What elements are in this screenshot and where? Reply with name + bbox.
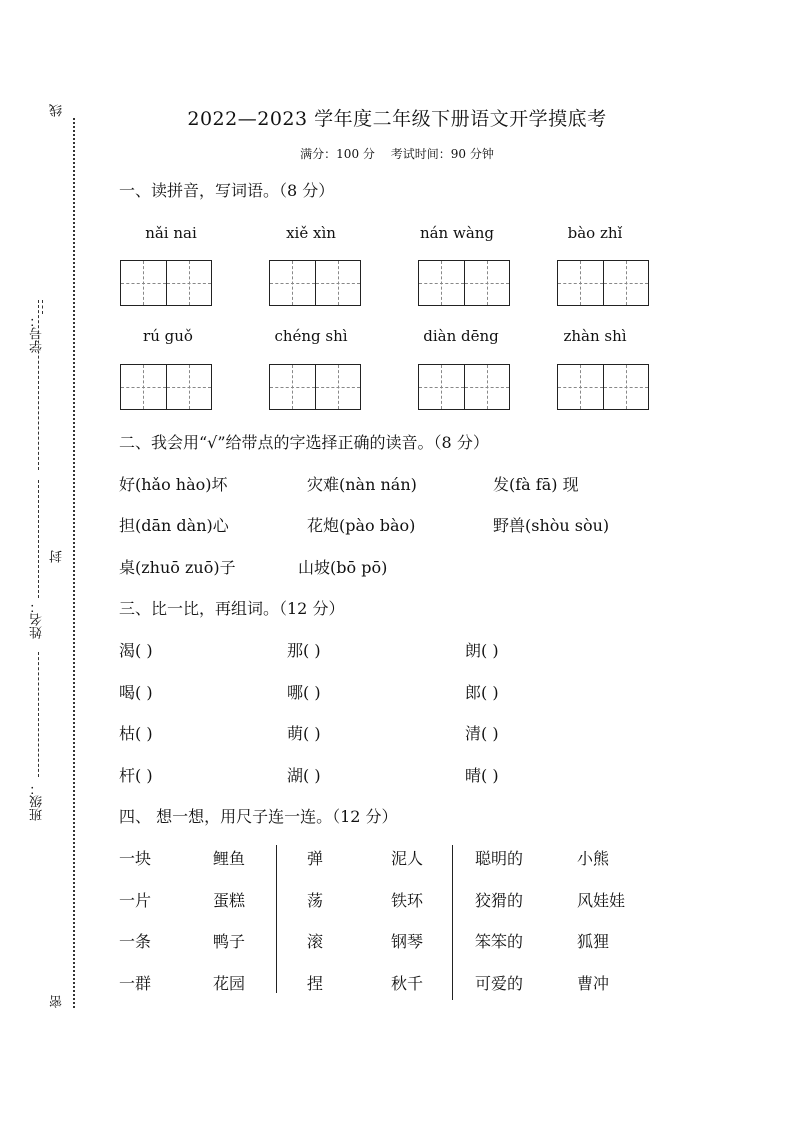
match-object-2[interactable]: 铁环 bbox=[391, 891, 424, 910]
match-noun-3[interactable]: 鸭子 bbox=[213, 932, 246, 951]
match-character-1[interactable]: 小熊 bbox=[577, 849, 610, 868]
section-1-heading: 一、读拼音，写词语。（8 分） bbox=[119, 181, 335, 200]
word-building-12[interactable]: 晴( ) bbox=[465, 766, 499, 785]
pinyin-7: diàn dēng bbox=[423, 327, 499, 345]
pronunciation-item-5[interactable]: 花炮(pào bào) bbox=[307, 516, 416, 535]
writing-grid-5[interactable] bbox=[120, 364, 212, 410]
match-verb-1[interactable]: 弹 bbox=[307, 849, 324, 868]
match-noun-2[interactable]: 蛋糕 bbox=[213, 891, 246, 910]
word-building-6[interactable]: 郎( ) bbox=[465, 683, 499, 702]
exam-info bbox=[0, 145, 794, 162]
match-character-4[interactable]: 曹冲 bbox=[577, 974, 610, 993]
page-title: 2022—2023 学年度二年级下册语文开学摸底考 bbox=[187, 108, 607, 130]
pinyin-5: rú guǒ bbox=[143, 327, 193, 345]
pinyin-2: xiě xìn bbox=[286, 224, 336, 242]
pronunciation-item-6[interactable]: 野兽(shòu sòu) bbox=[493, 516, 610, 535]
word-building-9[interactable]: 清( ) bbox=[465, 724, 499, 743]
writing-grid-7[interactable] bbox=[418, 364, 510, 410]
pinyin-3: nán wàng bbox=[419, 224, 495, 242]
match-adjective-3[interactable]: 笨笨的 bbox=[475, 932, 524, 951]
match-adjective-4[interactable]: 可爱的 bbox=[475, 974, 524, 993]
student-id-label: 学号： bbox=[30, 314, 45, 353]
word-building-5[interactable]: 哪( ) bbox=[287, 683, 321, 702]
pinyin-8: zhàn shì bbox=[563, 327, 627, 345]
match-quantifier-4[interactable]: 一群 bbox=[119, 974, 152, 993]
binding-dotted-line bbox=[73, 118, 75, 1008]
full-score: 满分：100 分 bbox=[300, 147, 375, 161]
pronunciation-item-3[interactable]: 发(fà fā) 现 bbox=[493, 475, 579, 494]
pronunciation-item-4[interactable]: 担(dān dàn)心 bbox=[119, 516, 229, 535]
match-noun-4[interactable]: 花园 bbox=[213, 974, 246, 993]
match-verb-2[interactable]: 荡 bbox=[307, 891, 324, 910]
match-verb-4[interactable]: 捏 bbox=[307, 974, 324, 993]
match-character-3[interactable]: 狐狸 bbox=[577, 932, 610, 951]
student-name-underline bbox=[38, 480, 39, 598]
section-2-heading: 二、我会用“√”给带点的字选择正确的读音。（8 分） bbox=[119, 433, 489, 452]
match-quantifier-2[interactable]: 一片 bbox=[119, 891, 152, 910]
pronunciation-item-2[interactable]: 灾难(nàn nán) bbox=[307, 475, 417, 494]
word-building-4[interactable]: 喝( ) bbox=[119, 683, 153, 702]
word-building-10[interactable]: 杆( ) bbox=[119, 766, 153, 785]
writing-grid-3[interactable] bbox=[418, 260, 510, 306]
pinyin-6: chéng shì bbox=[274, 327, 348, 345]
pinyin-4: bào zhǐ bbox=[567, 224, 623, 242]
section-3-heading: 三、比一比，再组词。（12 分） bbox=[119, 599, 345, 618]
writing-grid-8[interactable] bbox=[557, 364, 649, 410]
match-object-1[interactable]: 泥人 bbox=[391, 849, 424, 868]
word-building-8[interactable]: 萌( ) bbox=[287, 724, 321, 743]
column-divider-2 bbox=[452, 845, 453, 1000]
match-object-4[interactable]: 秋千 bbox=[391, 974, 424, 993]
match-adjective-1[interactable]: 聪明的 bbox=[475, 849, 524, 868]
class-label: 班级： bbox=[30, 782, 45, 821]
word-building-7[interactable]: 枯( ) bbox=[119, 724, 153, 743]
exam-time: 考试时间：90 分钟 bbox=[390, 147, 494, 161]
match-character-2[interactable]: 风娃娃 bbox=[577, 891, 626, 910]
pinyin-1: nǎi nai bbox=[145, 224, 197, 242]
column-divider-1 bbox=[276, 845, 277, 993]
match-object-3[interactable]: 钢琴 bbox=[391, 932, 424, 951]
student-name-label: 姓名： bbox=[30, 600, 45, 639]
writing-grid-4[interactable] bbox=[557, 260, 649, 306]
word-building-2[interactable]: 那( ) bbox=[287, 641, 321, 660]
class-underline bbox=[38, 652, 39, 777]
margin-label-mi: 密 bbox=[50, 995, 65, 1008]
match-verb-3[interactable]: 滚 bbox=[307, 932, 324, 951]
match-adjective-2[interactable]: 狡猾的 bbox=[475, 891, 524, 910]
margin-label-feng: 封 bbox=[50, 550, 65, 563]
section-4-heading: 四、 想一想，用尺子连一连。（12 分） bbox=[119, 807, 398, 826]
pronunciation-item-7[interactable]: 桌(zhuō zuō)子 bbox=[119, 558, 236, 577]
writing-grid-2[interactable] bbox=[269, 260, 361, 306]
writing-grid-1[interactable] bbox=[120, 260, 212, 306]
pronunciation-item-8[interactable]: 山坡(bō pō) bbox=[298, 558, 388, 577]
writing-grid-6[interactable] bbox=[269, 364, 361, 410]
word-building-3[interactable]: 朗( ) bbox=[465, 641, 499, 660]
margin-label-xian: 线 bbox=[50, 104, 65, 117]
word-building-11[interactable]: 湖( ) bbox=[287, 766, 321, 785]
match-quantifier-3[interactable]: 一条 bbox=[119, 932, 152, 951]
match-quantifier-1[interactable]: 一块 bbox=[119, 849, 152, 868]
match-noun-1[interactable]: 鲤鱼 bbox=[213, 849, 246, 868]
pronunciation-item-1[interactable]: 好(hǎo hào)坏 bbox=[119, 475, 228, 494]
word-building-1[interactable]: 渴( ) bbox=[119, 641, 153, 660]
student-id-underline bbox=[38, 300, 39, 470]
